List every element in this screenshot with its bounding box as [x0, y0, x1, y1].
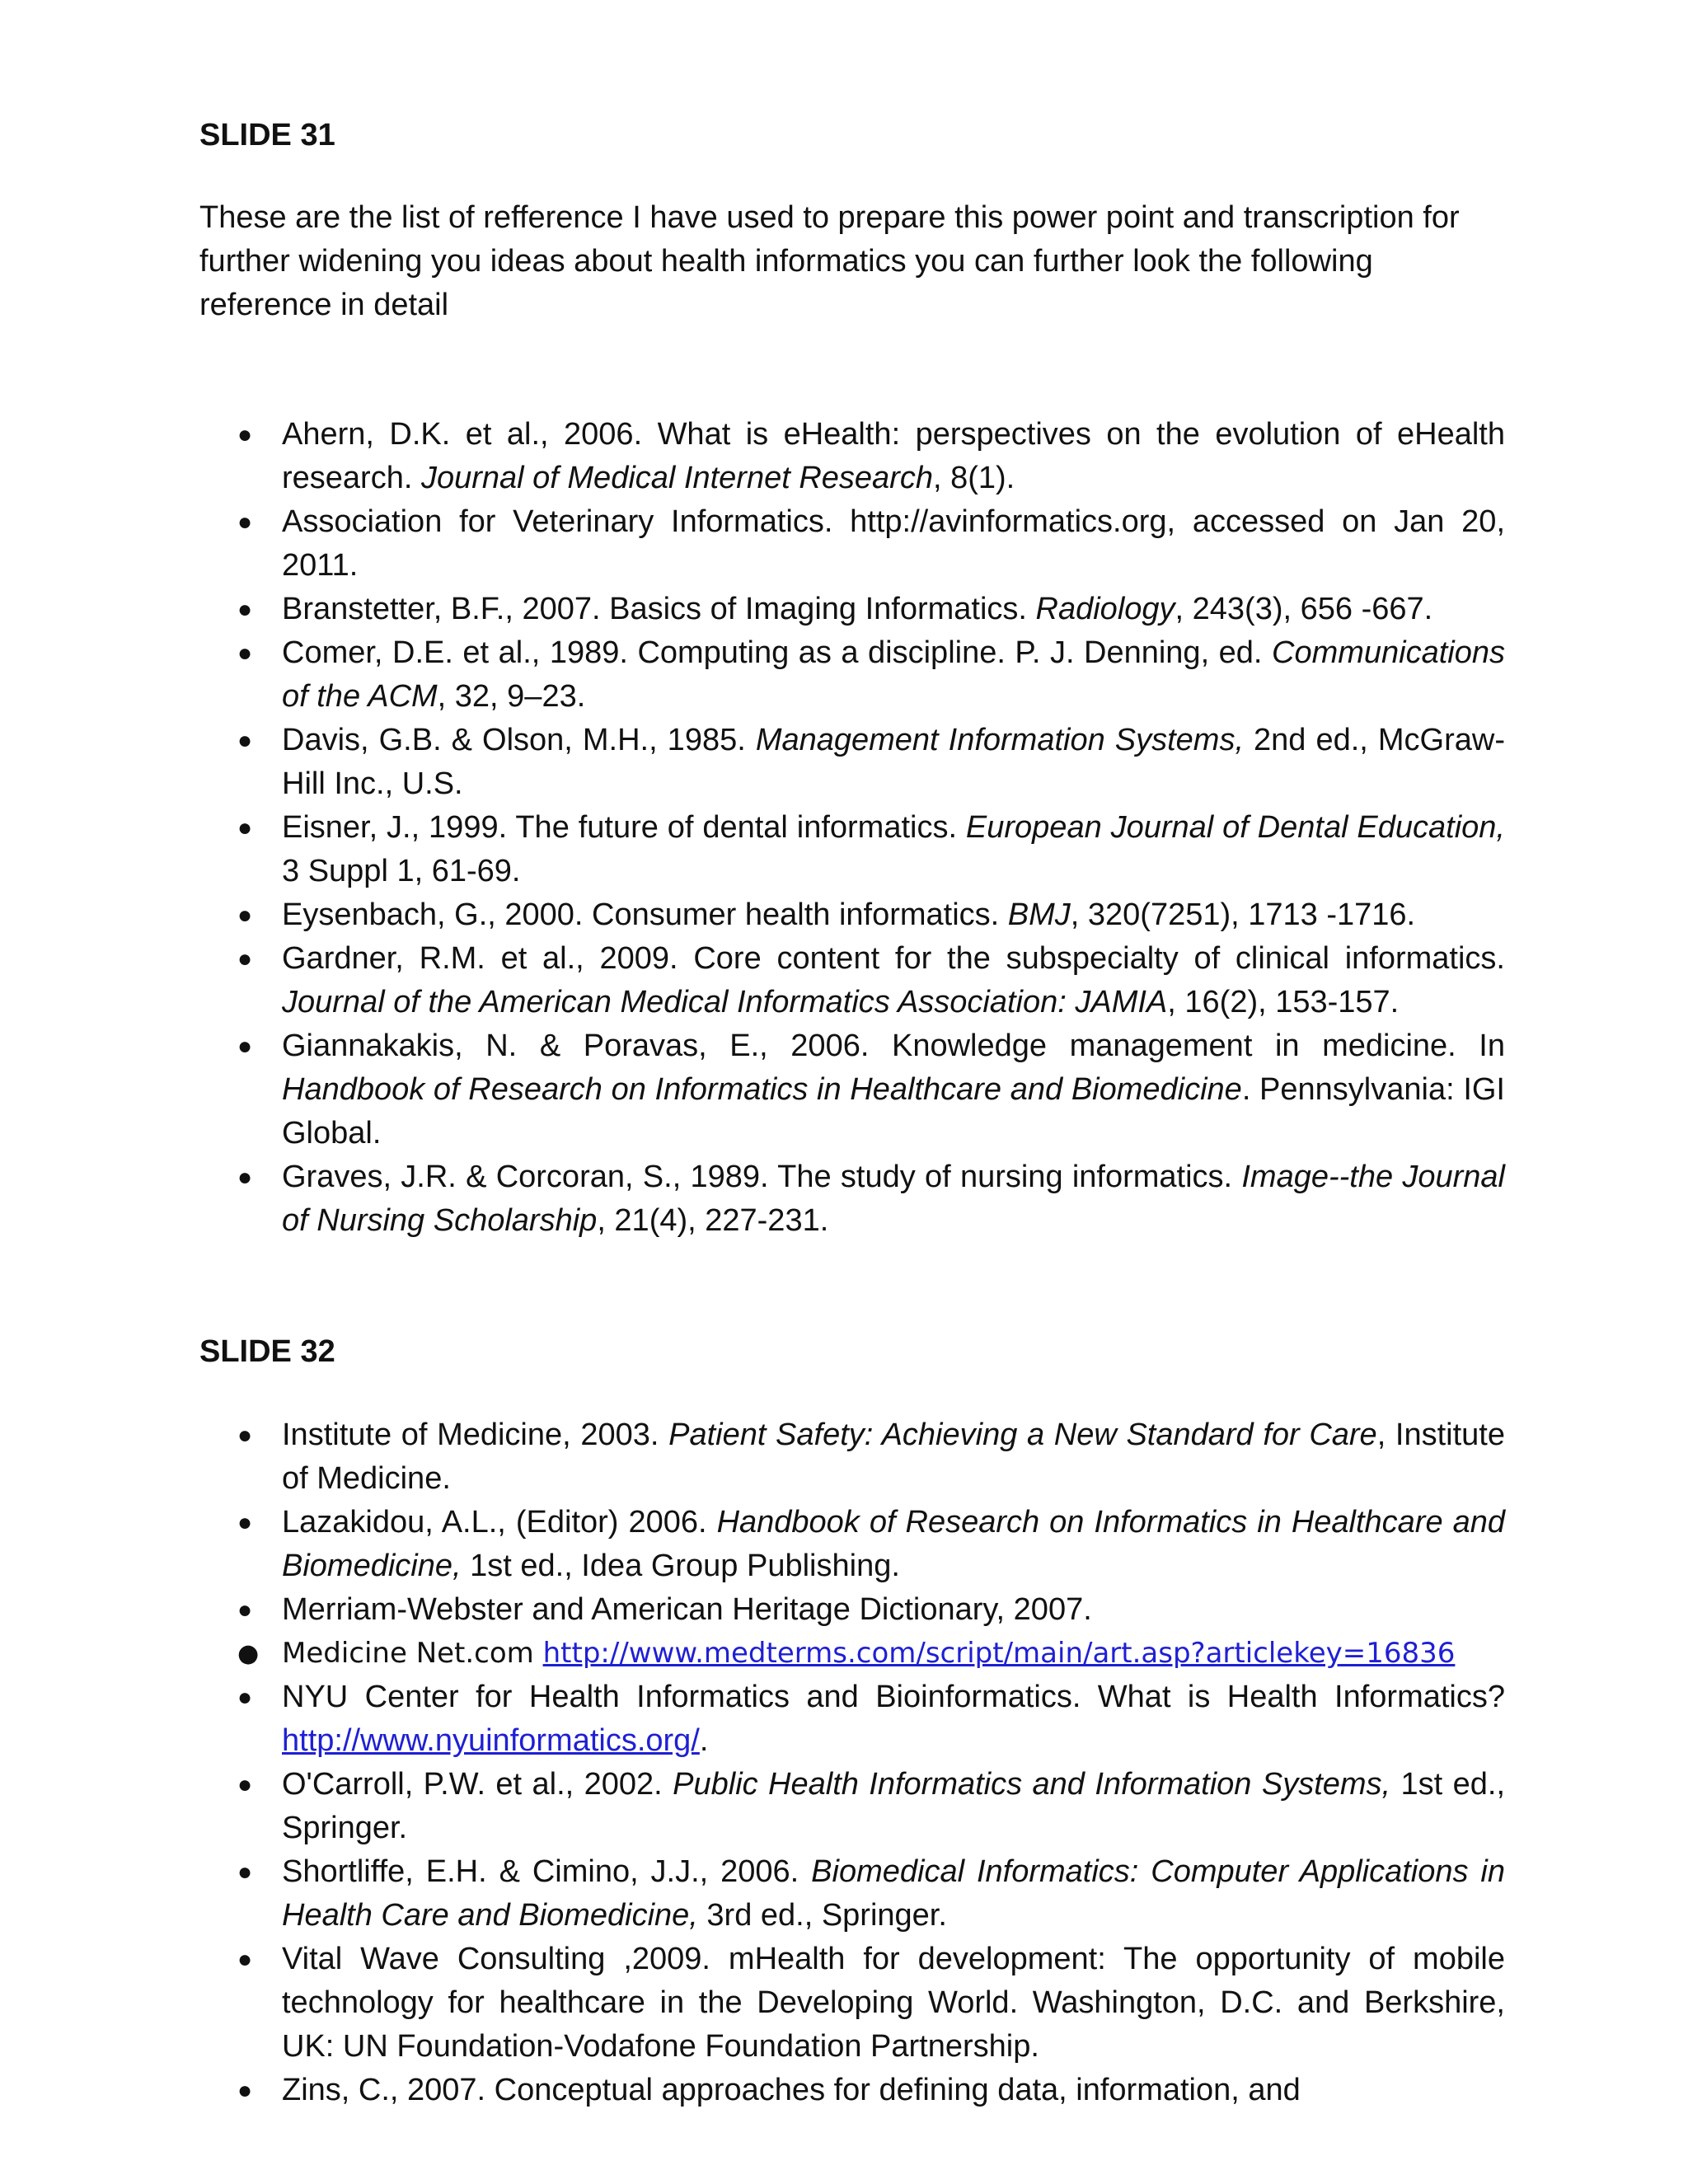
reference-item-nyu: ● NYU Center for Health Informatics and Bioinformatics. What is Health Informatics? http://www.nyuinformatics.org/. — [199, 1675, 1505, 1763]
reference-item: ● Branstetter, B.F., 2007. Basics of Imaging Informatics. Radiology, 243(3), 656 -667. — [199, 588, 1505, 631]
slide-32-reference-list — [199, 1413, 1505, 2112]
bullet-icon: ● — [237, 509, 253, 536]
reference-item: ● Ahern, D.K. et al., 2006. What is eHealth: perspectives on the evolution of eHealth research. Journal of Medical Internet Research, 8(1). — [199, 413, 1505, 500]
reference-item: ● Comer, D.E. et al., 1989. Computing as a discipline. P. J. Denning, ed. Communications of the ACM, 32, 9–23. — [199, 631, 1505, 719]
bullet-icon: ● — [237, 1596, 253, 1624]
nyu-informatics-link[interactable]: http://www.nyuinformatics.org/ — [282, 1723, 700, 1758]
medicine-net-label: Medicine Net.com — [282, 1637, 543, 1670]
reference-item: ● Eysenbach, G., 2000. Consumer health informatics. BMJ, 320(7251), 1713 -1716. — [199, 893, 1505, 937]
reference-item: ● Shortliffe, E.H. & Cimino, J.J., 2006. Biomedical Informatics: Computer Applications in Health Care and Biomedicine, 3rd ed., Springer. — [199, 1850, 1505, 1938]
slide-31-intro: These are the list of refference I have used to prepare this power point and transcription for further widening you ideas about health informatics you can further look the following reference in detail — [199, 200, 1460, 322]
bullet-icon: ● — [237, 1033, 253, 1060]
bullet-icon: ● — [237, 2077, 253, 2104]
reference-item-medicine-net — [199, 1632, 1505, 1675]
bullet-icon: ● — [237, 1422, 253, 1449]
bullet-icon: ● — [237, 727, 253, 754]
bullet-icon: ● — [237, 1858, 253, 1886]
reference-item: ● Eisner, J., 1999. The future of dental informatics. European Journal of Dental Education, 3 Suppl 1, 61-69. — [199, 806, 1505, 893]
bullet-icon: ● — [237, 814, 253, 841]
reference-item: ● Zins, C., 2007. Conceptual approaches for defining data, information, and — [199, 2069, 1505, 2112]
bullet-icon: ● — [237, 1946, 253, 1973]
document-content — [199, 115, 1505, 2112]
bullet-icon: ● — [237, 421, 253, 448]
reference-item: ● Gardner, R.M. et al., 2009. Core content for the subspecialty of clinical informatics. Journal of the American Medical Informatics Association: JAMIA, 16(2), 153-157. — [199, 937, 1505, 1024]
reference-item: ● Graves, J.R. & Corcoran, S., 1989. The study of nursing informatics. Image--the Journal of Nursing Scholarship, 21(4), 227-231. — [199, 1155, 1505, 1243]
slide-31-heading: SLIDE 31 — [199, 118, 335, 152]
reference-item: ● Association for Veterinary Informatics. http://avinformatics.org, accessed on Jan 20, 2011. — [199, 500, 1505, 588]
bullet-icon: ● — [237, 945, 253, 972]
reference-item: ● Davis, G.B. & Olson, M.H., 1985. Management Information Systems, 2nd ed., McGraw-Hill Inc., U.S. — [199, 719, 1505, 806]
reference-item: ● O'Carroll, P.W. et al., 2002. Public Health Informatics and Information Systems, 1st ed., Springer. — [199, 1763, 1505, 1850]
bullet-icon: ● — [237, 596, 253, 623]
bullet-icon: ● — [237, 1509, 253, 1536]
reference-item: ● Vital Wave Consulting ,2009. mHealth for development: The opportunity of mobile technology for healthcare in the Developing World. Washington, D.C. and Berkshire, UK: UN Foundation-Vodafone Foundation Partnership. — [199, 1938, 1505, 2069]
bullet-icon: ● — [237, 902, 253, 929]
bullet-icon: ● — [237, 1771, 253, 1798]
slide-31-reference-list — [199, 413, 1505, 1243]
reference-item: ● Merriam-Webster and American Heritage Dictionary, 2007. — [199, 1588, 1505, 1632]
bullet-icon: ● — [237, 1164, 253, 1191]
slide-32-heading: SLIDE 32 — [199, 1334, 335, 1369]
reference-item: ● Giannakakis, N. & Poravas, E., 2006. Knowledge management in medicine. In Handbook of Research on Informatics in Healthcare and Biomedicine. Pennsylvania: IGI Global. — [199, 1024, 1505, 1155]
reference-item: ● Institute of Medicine, 2003. Patient Safety: Achieving a New Standard for Care, Institute of Medicine. — [199, 1413, 1505, 1501]
medterms-link[interactable]: http://www.medterms.com/script/main/art.asp?articlekey=16836 — [542, 1637, 1456, 1670]
bullet-icon: ● — [237, 1684, 253, 1711]
bullet-icon: ● — [237, 1639, 260, 1668]
reference-item: ● Lazakidou, A.L., (Editor) 2006. Handbook of Research on Informatics in Healthcare and Biomedicine, 1st ed., Idea Group Publishing. — [199, 1501, 1505, 1588]
bullet-icon: ● — [237, 640, 253, 667]
